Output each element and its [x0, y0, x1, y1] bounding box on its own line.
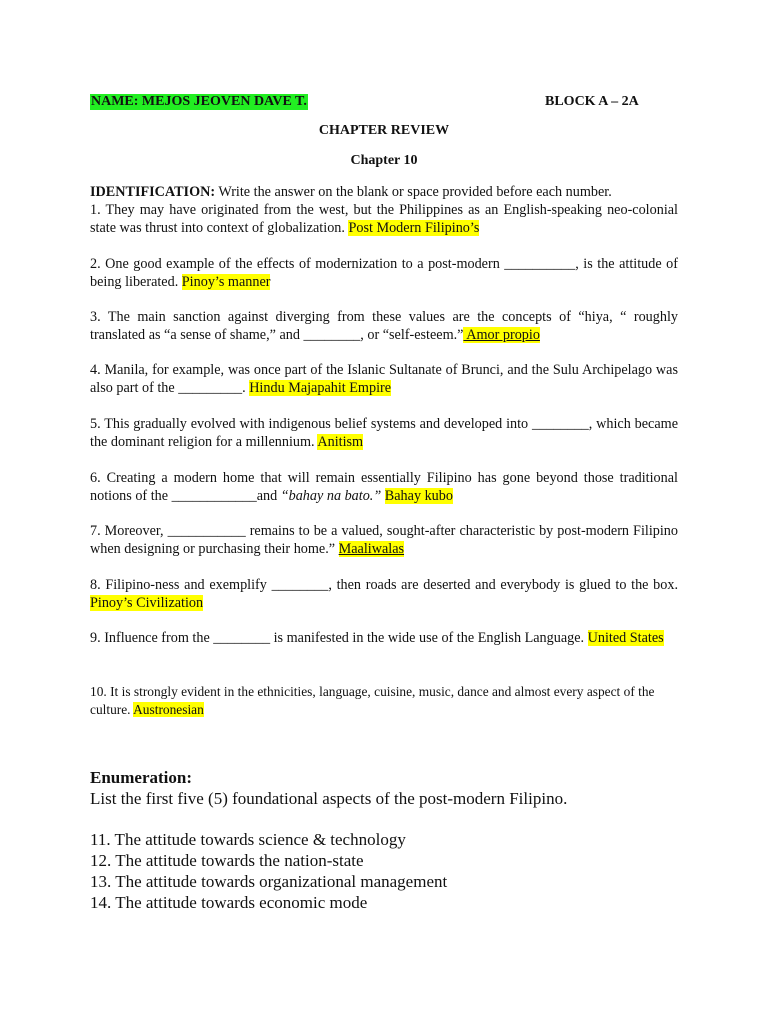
enum-item-12: 12. The attitude towards the nation-state [90, 851, 364, 870]
enum-item-13: 13. The attitude towards organizational management [90, 872, 448, 891]
question-6 [90, 469, 678, 505]
question-8 [90, 576, 678, 612]
question-4 [90, 361, 678, 397]
question-text: 3. The main sanction against diverging from these values are the concepts of “hiya, “ roughly translated as “a sense of shame,” and ________, or “self-esteem.” [90, 309, 678, 343]
instruction-text: Write the answer on the blank or space provided before each number. [215, 184, 612, 200]
enumeration-title: Enumeration: [90, 768, 192, 787]
question-text: 2. One good example of the effects of modernization to a post-modern __________, is the attitude of being liberated. [90, 256, 678, 290]
question-text: 5. This gradually evolved with indigenous belief systems and developed into ________, which became the dominant religion for a millennium. [90, 416, 678, 450]
answer-highlight: Post Modern Filipino’s [348, 220, 480, 236]
question-1 [90, 201, 678, 237]
answer-highlight: Anitism [317, 434, 364, 450]
student-name: NAME: MEJOS JEOVEN DAVE T. [91, 94, 307, 109]
question-3 [90, 308, 678, 344]
question-text: 6. Creating a modern home that will remain essentially Filipino has gone beyond those traditional notions of the ____________and [90, 470, 678, 504]
identification-label: IDENTIFICATION: [90, 184, 216, 200]
answer-highlight: Amor propio [463, 327, 540, 343]
identification-instruction [90, 183, 678, 201]
answer-highlight: Maaliwalas [338, 541, 405, 557]
question-text: 1. They may have originated from the west, but the Philippines as an English-speaking neo-colonial state was thrust into context of globalization. [90, 202, 678, 236]
answer-highlight: Austronesian [133, 702, 204, 717]
answer-highlight: Hindu Majapahit Empire [249, 380, 392, 396]
answer-highlight: Bahay kubo [384, 488, 453, 504]
question-9 [90, 629, 678, 647]
block-label: BLOCK A – 2A [545, 94, 639, 109]
question-2 [90, 255, 678, 291]
answer-highlight: Pinoy’s manner [181, 274, 271, 290]
page-title: CHAPTER REVIEW [318, 123, 450, 138]
enum-item-11: 11. The attitude towards science & technology [90, 830, 406, 849]
question-text: 8. Filipino-ness and exemplify ________, then roads are deserted and everybody is glued to the box. [90, 577, 678, 593]
question-text: 4. Manila, for example, was once part of the Islanic Sultanate of Brunci, and the Sulu Archipelago was also part of the _________. [90, 362, 678, 396]
question-7 [90, 522, 678, 558]
question-text: 7. Moreover, ___________ remains to be a valued, sought-after characteristic by post-modern Filipino when designing or purchasing their home.” [90, 523, 678, 557]
answer-highlight: Pinoy’s Civilization [90, 595, 204, 611]
enum-item-14: 14. The attitude towards economic mode [90, 893, 368, 912]
enumeration-instruction: List the first five (5) foundational aspects of the post-modern Filipino. [90, 789, 568, 808]
italic-phrase: “bahay na bato.” [280, 488, 382, 504]
question-5 [90, 415, 678, 451]
question-10 [90, 683, 674, 719]
question-text: 9. Influence from the ________ is manifested in the wide use of the English Language. [90, 630, 585, 646]
answer-highlight: United States [587, 630, 664, 646]
question-text: 10. It is strongly evident in the ethnicities, language, cuisine, music, dance and almost every aspect of the culture. [90, 684, 655, 717]
chapter-label: Chapter 10 [350, 153, 418, 168]
